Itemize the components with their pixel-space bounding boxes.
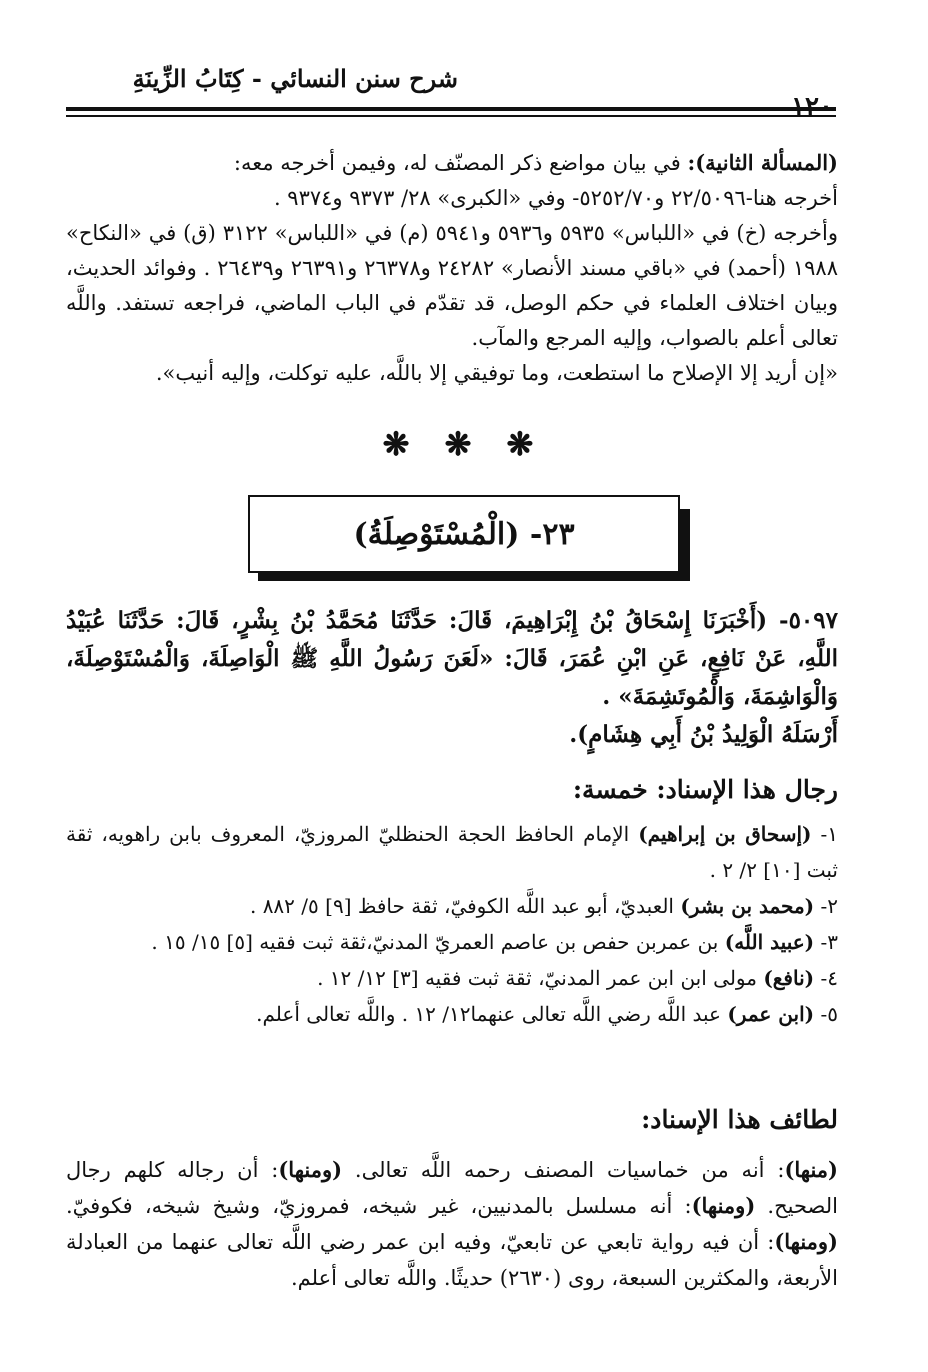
narrator-desc: الإمام الحافظ الحجة الحنظليّ المروزيّ، المعروف بابن راهويه، ثقة ثبت [١٠] ٢/ ٢ . — [66, 822, 838, 882]
narrator-item — [66, 996, 838, 1032]
takhrij-others: وأخرجه (خ) في «اللباس» ٥٩٣٥ و٥٩٣٦ و٥٩٤١ (م) في «اللباس» ٣١٢٢ (ق) في «النكاح» ١٩٨٨ (أحمد) في «باقي مسند الأنصار» ٢٤٢٨٢ و٢٦٣٧٨ و٢٦٣٩١ و٢٦٤٣٩ . وفوائد الحديث، وبيان اختلاف العلماء في حكم الوصل، قد تقدّم في الباب الماضي، فراجعه تستفد. واللَّه تعالى أعلم بالصواب، وإليه المرجع والمآب. — [66, 221, 838, 350]
narrator-desc: بن عمربن حفص بن عاصم العمريّ المدنيّ،ثقة ثبت فقيه [٥] ١٥/ ١٥ . — [151, 930, 725, 954]
narrator-number: ٤- — [814, 966, 838, 990]
takhrij-line: أخرجه هنا-٢٢/٥٠٩٦ و٥٢٥٢/٧٠- وفي «الكبرى» ٢٨/ ٩٣٧٣ و٩٣٧٤ . — [273, 186, 838, 210]
lataif-marker: (ومنها) — [774, 1229, 838, 1254]
lataif-point: : أنه مسلسل بالمدنيين، غير شيخه، فمروزيّ، وشيخ شيخه، فكوفيّ. — [66, 1194, 692, 1218]
narrator-number: ٢- — [814, 894, 838, 918]
narrator-desc: عبد اللَّه رضي اللَّه تعالى عنهما١٢/ ١٢ . واللَّه تعالى أعلم. — [256, 1002, 728, 1026]
lataif-marker: (منها) — [784, 1157, 838, 1182]
narrator-name: (ابن عمر) — [727, 1002, 815, 1026]
narrator-name: (عبيد اللَّه) — [724, 930, 815, 954]
narrator-item — [66, 960, 838, 996]
header-rule-thick — [66, 107, 836, 111]
lataif-point: : أن رجاله كلهم رجال الصحيح. — [66, 1158, 838, 1218]
narrators-list — [66, 816, 838, 1032]
hadith-body: ٥٠٩٧- (أَخْبَرَنَا إِسْحَاقُ بْنُ إِبْرَاهِيمَ، قَالَ: حَدَّثَنَا مُحَمَّدُ بْنُ بِشْرٍ، قَالَ: حَدَّثَنَا عُبَيْدُ اللَّهِ، عَنْ نَافِعٍ، عَنِ ابْنِ عُمَرَ، قَالَ: «لَعَنَ رَسُولُ اللَّهِ ﷺ الْوَاصِلَةَ، وَالْمُسْتَوْصِلَةَ، وَالْوَاشِمَةَ، وَالْمُوتَشِمَةَ» . — [66, 607, 838, 710]
narrator-number: ١- — [811, 822, 838, 846]
narrator-desc: مولى ابن ابن عمر المدنيّ، ثقة ثبت فقيه [٣] ١٢/ ١٢ . — [317, 966, 764, 990]
chapter-title-box — [248, 495, 680, 573]
narrator-name: (نافع) — [763, 966, 815, 990]
lataif-point: : أنه من خماسيات المصنف رحمه اللَّه تعالى. — [342, 1158, 785, 1182]
lataif-marker: (ومنها) — [278, 1157, 343, 1182]
hadith-note: أَرْسَلَهُ الْوَلِيدُ بْنُ أَبِي هِشَامٍ). — [569, 721, 838, 748]
chapter-title: ٢٣- (الْمُسْتَوْصِلَةُ) — [353, 516, 575, 552]
narrator-name: (إسحاق بن إبراهيم) — [638, 822, 812, 846]
narrator-name: (محمد بن بشر) — [680, 894, 815, 918]
closing-quote: «إن أريد إلا الإصلاح ما استطعت، وما توفيقي إلا باللَّه، عليه توكلت، وإليه أنيب». — [155, 361, 838, 385]
lataif-heading: لطائف هذا الإسناد: — [641, 1105, 838, 1134]
narrator-item — [66, 924, 838, 960]
header-rule-thin — [66, 115, 836, 117]
narrator-item — [66, 816, 838, 888]
hadith-text — [66, 602, 838, 754]
section-two-intro: في بيان مواضع ذكر المصنّف له، وفيمن أخرجه معه: — [233, 151, 688, 175]
separator-asterisks: ❋ ❋ ❋ — [382, 425, 546, 463]
lataif-text — [66, 1152, 838, 1296]
lataif-marker: (ومنها) — [691, 1193, 756, 1218]
lataif-point: : أن فيه رواية تابعي عن تابعيّ، وفيه ابن عمر رضي اللَّه تعالى عنهما من العبادلة الأربعة، والمكثرين السبعة، روى (٢٦٣٠) حديثًا. واللَّه تعالى أعلم. — [66, 1230, 838, 1290]
narrator-number: ٣- — [814, 930, 838, 954]
narrator-desc: العبديّ، أبو عبد اللَّه الكوفيّ، ثقة حافظ [٩] ٥/ ٨٨٢ . — [249, 894, 681, 918]
section-two-lead: (المسألة الثانية): — [687, 150, 838, 175]
running-header-title: شرح سنن النسائي - كِتَابُ الزِّينَةِ — [132, 64, 458, 93]
section-two-text — [66, 145, 838, 391]
narrator-number: ٥- — [814, 1002, 838, 1026]
narrator-item — [66, 888, 838, 924]
narrators-heading: رجال هذا الإسناد: خمسة: — [572, 775, 838, 804]
